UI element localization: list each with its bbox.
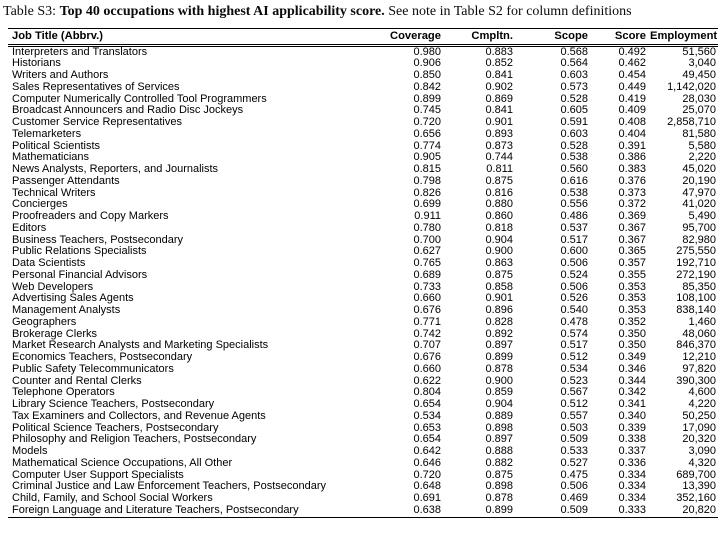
job-title-cell: Broadcast Announcers and Radio Disc Jockeys xyxy=(12,105,244,117)
cmpltn-cell: 0.818 xyxy=(485,222,513,234)
table-row xyxy=(8,399,718,411)
table-row xyxy=(8,376,718,388)
occupations-table xyxy=(8,28,718,518)
table-row xyxy=(8,94,718,106)
cmpltn-cell: 0.899 xyxy=(443,505,515,517)
table-row xyxy=(8,470,718,482)
scope-cell: 0.509 xyxy=(515,505,590,517)
cmpltn-cell: 0.904 xyxy=(485,234,513,246)
score-cell: 0.344 xyxy=(618,375,646,387)
coverage-cell: 0.689 xyxy=(413,269,441,281)
employment-cell: 25,070 xyxy=(682,105,716,117)
coverage-cell: 0.654 xyxy=(413,399,441,410)
cmpltn-cell: 0.873 xyxy=(485,140,513,152)
scope-cell: 0.616 xyxy=(560,175,588,187)
employment-cell: 689,700 xyxy=(676,469,716,481)
score-cell: 0.404 xyxy=(618,128,646,140)
score-cell: 0.462 xyxy=(618,58,646,70)
table-row xyxy=(8,141,718,153)
table-row xyxy=(8,211,718,223)
table-row xyxy=(8,340,718,352)
table-row xyxy=(8,434,718,446)
coverage-cell: 0.646 xyxy=(413,457,441,469)
coverage-cell: 0.720 xyxy=(413,117,441,128)
coverage-cell: 0.980 xyxy=(413,45,441,58)
coverage-cell: 0.765 xyxy=(413,258,441,269)
score-cell: 0.383 xyxy=(618,164,646,175)
cmpltn-cell: 0.888 xyxy=(485,446,513,457)
employment-cell: 85,350 xyxy=(682,281,716,293)
cmpltn-cell: 0.904 xyxy=(485,399,513,410)
job-title-cell: News Analysts, Reporters, and Journalists xyxy=(12,164,219,175)
table-row xyxy=(8,246,718,258)
scope-cell: 0.537 xyxy=(560,222,588,234)
employment-cell: 2,858,710 xyxy=(667,117,716,128)
employment-cell: 12,210 xyxy=(682,352,716,363)
scope-cell: 0.503 xyxy=(560,422,588,434)
caption-title: Top 40 occupations with highest AI applicability score. xyxy=(59,4,385,19)
employment-cell: 4,600 xyxy=(688,387,716,399)
col-header-cmpltn: Cmpltn. xyxy=(443,28,515,45)
cmpltn-cell: 0.878 xyxy=(485,363,513,375)
table-row xyxy=(8,82,718,94)
caption-note: See note in Table S2 for column definitions xyxy=(384,4,632,19)
scope-cell: 0.557 xyxy=(560,410,588,422)
score-cell: 0.346 xyxy=(618,363,646,375)
cmpltn-cell: 0.893 xyxy=(485,128,513,140)
score-cell: 0.369 xyxy=(618,211,646,222)
employment-cell: 20,320 xyxy=(682,434,716,446)
table-row xyxy=(8,152,718,164)
table-row xyxy=(8,481,718,493)
employment-cell: 4,320 xyxy=(688,457,716,469)
employment-cell: 17,090 xyxy=(682,422,716,434)
coverage-cell: 0.798 xyxy=(413,175,441,187)
caption-label: Table S3: xyxy=(3,4,60,19)
table-row xyxy=(8,105,718,117)
employment-cell: 13,390 xyxy=(682,481,716,493)
cmpltn-cell: 0.898 xyxy=(485,481,513,493)
scope-cell: 0.538 xyxy=(560,187,588,199)
cmpltn-cell: 0.858 xyxy=(485,281,513,293)
table-row xyxy=(8,235,718,247)
cmpltn-cell: 0.897 xyxy=(485,434,513,446)
coverage-cell: 0.676 xyxy=(413,305,441,316)
col-header-scope: Scope xyxy=(515,28,590,45)
scope-cell: 0.524 xyxy=(560,269,588,281)
cmpltn-cell: 0.869 xyxy=(485,93,513,105)
employment-cell: 108,100 xyxy=(676,293,716,305)
table-row xyxy=(8,58,718,70)
employment-cell: 20,820 xyxy=(648,505,718,517)
score-cell: 0.333 xyxy=(590,505,648,517)
coverage-cell: 0.780 xyxy=(413,222,441,234)
coverage-cell: 0.627 xyxy=(413,246,441,258)
job-title-cell: Brokerage Clerks xyxy=(12,328,97,340)
scope-cell: 0.527 xyxy=(560,457,588,469)
employment-cell: 20,190 xyxy=(682,175,716,187)
score-cell: 0.353 xyxy=(618,293,646,305)
scope-cell: 0.556 xyxy=(560,199,588,211)
score-cell: 0.376 xyxy=(618,175,646,187)
job-title-cell: Mathematical Science Occupations, All Other xyxy=(12,457,233,469)
coverage-cell: 0.534 xyxy=(413,410,441,422)
employment-cell: 50,250 xyxy=(682,410,716,422)
job-title-cell: Historians xyxy=(12,58,61,70)
employment-cell: 95,700 xyxy=(682,222,716,234)
coverage-cell: 0.826 xyxy=(413,187,441,199)
coverage-cell: 0.642 xyxy=(413,446,441,457)
table-row xyxy=(8,293,718,305)
score-cell: 0.367 xyxy=(618,234,646,246)
table-row xyxy=(8,505,718,517)
employment-cell: 4,220 xyxy=(688,399,716,410)
scope-cell: 0.538 xyxy=(560,152,588,164)
table-row xyxy=(8,493,718,505)
score-cell: 0.386 xyxy=(618,152,646,164)
cmpltn-cell: 0.889 xyxy=(485,410,513,422)
employment-cell: 3,090 xyxy=(688,446,716,457)
job-title-cell: Advertising Sales Agents xyxy=(12,293,134,305)
score-cell: 0.454 xyxy=(618,70,646,81)
score-cell: 0.408 xyxy=(618,117,646,128)
cmpltn-cell: 0.744 xyxy=(485,152,513,164)
coverage-cell: 0.742 xyxy=(413,328,441,340)
job-title-cell: Mathematicians xyxy=(12,152,90,164)
table-row xyxy=(8,117,718,129)
scope-cell: 0.591 xyxy=(560,117,588,128)
coverage-cell: 0.850 xyxy=(413,70,441,81)
score-cell: 0.336 xyxy=(618,457,646,469)
scope-cell: 0.568 xyxy=(560,45,588,58)
scope-cell: 0.573 xyxy=(560,81,588,93)
employment-cell: 47,970 xyxy=(682,187,716,199)
job-title-cell: Computer Numerically Controlled Tool Programmers xyxy=(12,93,267,105)
scope-cell: 0.528 xyxy=(560,93,588,105)
coverage-cell: 0.707 xyxy=(413,340,441,352)
scope-cell: 0.469 xyxy=(560,493,588,504)
employment-cell: 5,580 xyxy=(688,140,716,152)
score-cell: 0.350 xyxy=(618,340,646,352)
coverage-cell: 0.699 xyxy=(413,199,441,211)
job-title-cell: Telemarketers xyxy=(12,128,82,140)
job-title-cell: Criminal Justice and Law Enforcement Teachers, Postsecondary xyxy=(12,481,327,493)
cmpltn-cell: 0.892 xyxy=(485,328,513,340)
job-title-cell: Technical Writers xyxy=(12,187,96,199)
table-body xyxy=(8,45,718,517)
score-cell: 0.338 xyxy=(618,434,646,446)
table-row xyxy=(8,411,718,423)
coverage-cell: 0.842 xyxy=(413,81,441,93)
score-cell: 0.339 xyxy=(618,422,646,434)
employment-cell: 1,460 xyxy=(688,316,716,328)
coverage-cell: 0.660 xyxy=(413,293,441,305)
cmpltn-cell: 0.896 xyxy=(485,305,513,316)
job-title-cell: Public Safety Telecommunicators xyxy=(12,363,174,375)
coverage-cell: 0.648 xyxy=(413,481,441,493)
coverage-cell: 0.899 xyxy=(413,93,441,105)
job-title-cell: Tax Examiners and Collectors, and Revenue Agents xyxy=(12,410,266,422)
table-row xyxy=(8,329,718,341)
score-cell: 0.492 xyxy=(618,45,646,58)
scope-cell: 0.603 xyxy=(560,70,588,81)
table-row xyxy=(8,164,718,176)
job-title-cell: Geographers xyxy=(12,316,77,328)
employment-cell: 97,820 xyxy=(682,363,716,375)
cmpltn-cell: 0.902 xyxy=(485,81,513,93)
job-title-cell: Business Teachers, Postsecondary xyxy=(12,234,183,246)
score-cell: 0.419 xyxy=(618,93,646,105)
scope-cell: 0.506 xyxy=(560,481,588,493)
cmpltn-cell: 0.900 xyxy=(485,375,513,387)
score-cell: 0.349 xyxy=(618,352,646,363)
table-row xyxy=(8,387,718,399)
cmpltn-cell: 0.875 xyxy=(485,269,513,281)
cmpltn-cell: 0.880 xyxy=(485,199,513,211)
score-cell: 0.373 xyxy=(618,187,646,199)
cmpltn-cell: 0.860 xyxy=(485,211,513,222)
coverage-cell: 0.906 xyxy=(413,58,441,70)
scope-cell: 0.517 xyxy=(560,234,588,246)
table-row xyxy=(8,176,718,188)
cmpltn-cell: 0.875 xyxy=(485,469,513,481)
employment-cell: 41,020 xyxy=(682,199,716,211)
scope-cell: 0.506 xyxy=(560,281,588,293)
scope-cell: 0.512 xyxy=(560,399,588,410)
score-cell: 0.355 xyxy=(618,269,646,281)
job-title-cell: Proofreaders and Copy Markers xyxy=(12,211,169,222)
employment-cell: 51,560 xyxy=(682,45,716,58)
scope-cell: 0.506 xyxy=(560,258,588,269)
table-row xyxy=(8,45,718,58)
cmpltn-cell: 0.883 xyxy=(485,45,513,58)
cmpltn-cell: 0.899 xyxy=(485,352,513,363)
employment-cell: 45,020 xyxy=(682,164,716,175)
score-cell: 0.334 xyxy=(618,481,646,493)
score-cell: 0.337 xyxy=(618,446,646,457)
table-row xyxy=(8,188,718,200)
job-title-cell: Library Science Teachers, Postsecondary xyxy=(12,399,215,410)
scope-cell: 0.523 xyxy=(560,375,588,387)
score-cell: 0.352 xyxy=(618,316,646,328)
employment-cell: 838,140 xyxy=(676,305,716,316)
job-title-cell: Political Scientists xyxy=(12,140,101,152)
table-row xyxy=(8,70,718,82)
table-row xyxy=(8,305,718,317)
job-title-cell: Counter and Rental Clerks xyxy=(12,375,142,387)
score-cell: 0.367 xyxy=(618,222,646,234)
cmpltn-cell: 0.859 xyxy=(485,387,513,399)
scope-cell: 0.478 xyxy=(560,316,588,328)
scope-cell: 0.528 xyxy=(560,140,588,152)
coverage-cell: 0.691 xyxy=(413,493,441,504)
table-row xyxy=(8,199,718,211)
table-row xyxy=(8,352,718,364)
score-cell: 0.391 xyxy=(618,140,646,152)
job-title-cell: Customer Service Representatives xyxy=(12,117,182,128)
job-title-cell: Foreign Language and Literature Teachers, Postsecondary xyxy=(8,505,385,517)
cmpltn-cell: 0.898 xyxy=(485,422,513,434)
scope-cell: 0.533 xyxy=(560,446,588,457)
col-header-employment: Employment xyxy=(648,28,718,45)
coverage-cell: 0.638 xyxy=(385,505,443,517)
employment-cell: 352,160 xyxy=(676,493,716,504)
job-title-cell: Computer User Support Specialists xyxy=(12,469,184,481)
job-title-cell: Economics Teachers, Postsecondary xyxy=(12,352,193,363)
employment-cell: 48,060 xyxy=(682,328,716,340)
job-title-cell: Concierges xyxy=(12,199,68,211)
cmpltn-cell: 0.863 xyxy=(485,258,513,269)
job-title-cell: Child, Family, and School Social Workers xyxy=(12,493,213,504)
table-caption xyxy=(0,0,693,21)
job-title-cell: Philosophy and Religion Teachers, Postsecondary xyxy=(12,434,257,446)
cmpltn-cell: 0.828 xyxy=(485,316,513,328)
table-row xyxy=(8,317,718,329)
job-title-cell: Political Science Teachers, Postsecondary xyxy=(12,422,219,434)
employment-cell: 2,220 xyxy=(688,152,716,164)
col-header-job-title: Job Title (Abbrv.) xyxy=(8,28,385,45)
score-cell: 0.342 xyxy=(618,387,646,399)
cmpltn-cell: 0.816 xyxy=(485,187,513,199)
job-title-cell: Writers and Authors xyxy=(12,70,109,81)
coverage-cell: 0.815 xyxy=(413,164,441,175)
score-cell: 0.449 xyxy=(618,81,646,93)
table-row xyxy=(8,270,718,282)
cmpltn-cell: 0.901 xyxy=(485,117,513,128)
coverage-cell: 0.745 xyxy=(413,105,441,117)
coverage-cell: 0.656 xyxy=(413,128,441,140)
cmpltn-cell: 0.882 xyxy=(485,457,513,469)
job-title-cell: Market Research Analysts and Marketing Specialists xyxy=(12,340,269,352)
scope-cell: 0.605 xyxy=(560,105,588,117)
employment-cell: 272,190 xyxy=(676,269,716,281)
table-row xyxy=(8,258,718,270)
col-header-coverage: Coverage xyxy=(385,28,443,45)
table-row xyxy=(8,458,718,470)
cmpltn-cell: 0.900 xyxy=(485,246,513,258)
scope-cell: 0.486 xyxy=(560,211,588,222)
employment-cell: 81,580 xyxy=(682,128,716,140)
cmpltn-cell: 0.875 xyxy=(485,175,513,187)
employment-cell: 49,450 xyxy=(682,70,716,81)
job-title-cell: Web Developers xyxy=(12,281,94,293)
employment-cell: 28,030 xyxy=(682,93,716,105)
employment-cell: 82,980 xyxy=(682,234,716,246)
scope-cell: 0.574 xyxy=(560,328,588,340)
employment-cell: 275,550 xyxy=(676,246,716,258)
scope-cell: 0.567 xyxy=(560,387,588,399)
score-cell: 0.365 xyxy=(618,246,646,258)
table-row xyxy=(8,446,718,458)
scope-cell: 0.534 xyxy=(560,363,588,375)
table-row xyxy=(8,223,718,235)
coverage-cell: 0.654 xyxy=(413,434,441,446)
coverage-cell: 0.720 xyxy=(413,469,441,481)
scope-cell: 0.603 xyxy=(560,128,588,140)
scope-cell: 0.564 xyxy=(560,58,588,70)
coverage-cell: 0.676 xyxy=(413,352,441,363)
job-title-cell: Management Analysts xyxy=(12,305,121,316)
scope-cell: 0.517 xyxy=(560,340,588,352)
cmpltn-cell: 0.841 xyxy=(485,105,513,117)
coverage-cell: 0.733 xyxy=(413,281,441,293)
job-title-cell: Editors xyxy=(12,222,47,234)
scope-cell: 0.600 xyxy=(560,246,588,258)
employment-cell: 1,142,020 xyxy=(667,81,716,93)
scope-cell: 0.475 xyxy=(560,469,588,481)
score-cell: 0.340 xyxy=(618,410,646,422)
cmpltn-cell: 0.901 xyxy=(485,293,513,305)
cmpltn-cell: 0.897 xyxy=(485,340,513,352)
score-cell: 0.353 xyxy=(618,281,646,293)
table-row xyxy=(8,282,718,294)
scope-cell: 0.560 xyxy=(560,164,588,175)
cmpltn-cell: 0.811 xyxy=(486,164,513,175)
score-cell: 0.409 xyxy=(618,105,646,117)
job-title-cell: Sales Representatives of Services xyxy=(12,81,180,93)
coverage-cell: 0.804 xyxy=(413,387,441,399)
job-title-cell: Interpreters and Translators xyxy=(12,45,148,58)
cmpltn-cell: 0.878 xyxy=(485,493,513,504)
score-cell: 0.334 xyxy=(618,493,646,504)
score-cell: 0.353 xyxy=(618,305,646,316)
header-row xyxy=(8,28,718,45)
coverage-cell: 0.660 xyxy=(413,363,441,375)
score-cell: 0.334 xyxy=(618,469,646,481)
score-cell: 0.357 xyxy=(618,258,646,269)
employment-cell: 192,710 xyxy=(676,258,716,269)
job-title-cell: Personal Financial Advisors xyxy=(12,269,148,281)
job-title-cell: Passenger Attendants xyxy=(12,175,120,187)
employment-cell: 390,300 xyxy=(676,375,716,387)
scope-cell: 0.512 xyxy=(560,352,588,363)
table-row xyxy=(8,129,718,141)
job-title-cell: Telephone Operators xyxy=(12,387,115,399)
coverage-cell: 0.771 xyxy=(413,316,441,328)
employment-cell: 846,370 xyxy=(676,340,716,352)
score-cell: 0.372 xyxy=(618,199,646,211)
cmpltn-cell: 0.841 xyxy=(485,70,513,81)
employment-cell: 5,490 xyxy=(688,211,716,222)
table-row xyxy=(8,364,718,376)
table-row xyxy=(8,423,718,435)
scope-cell: 0.509 xyxy=(560,434,588,446)
cmpltn-cell: 0.852 xyxy=(485,58,513,70)
score-cell: 0.341 xyxy=(618,399,646,410)
job-title-cell: Data Scientists xyxy=(12,258,86,269)
job-title-cell: Public Relations Specialists xyxy=(12,246,147,258)
scope-cell: 0.540 xyxy=(560,305,588,316)
score-cell: 0.350 xyxy=(618,328,646,340)
coverage-cell: 0.653 xyxy=(413,422,441,434)
coverage-cell: 0.622 xyxy=(413,375,441,387)
job-title-cell: Models xyxy=(12,446,48,457)
coverage-cell: 0.774 xyxy=(413,140,441,152)
scope-cell: 0.526 xyxy=(560,293,588,305)
coverage-cell: 0.700 xyxy=(413,234,441,246)
employment-cell: 3,040 xyxy=(688,58,716,70)
coverage-cell: 0.905 xyxy=(413,152,441,164)
col-header-score: Score xyxy=(590,28,648,45)
coverage-cell: 0.911 xyxy=(414,211,441,222)
